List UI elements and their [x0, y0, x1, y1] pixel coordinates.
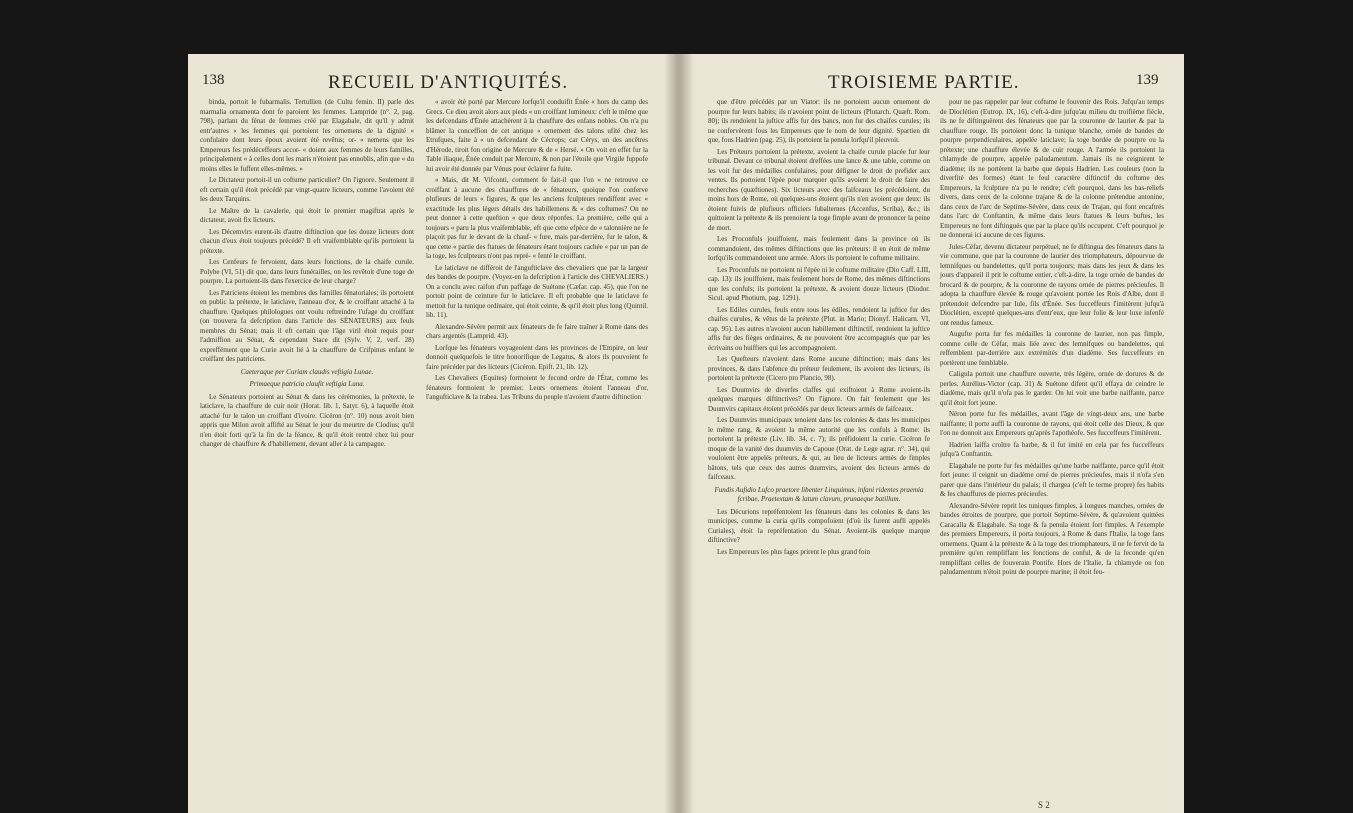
left-running-title: RECUEIL D'ANTIQUITÉS. — [328, 72, 569, 93]
right-column-2 — [940, 98, 1164, 580]
paragraph: Hadrien laiffa croître fa barbe, & il fut imité en cela par fes fucceffeurs jufqu'à Conftantin. — [940, 440, 1164, 458]
paragraph: Le Sénateurs portoient au Sénat & dans les cérémonies, la prétexte, le laticlave, la chauffure de cuir noir (Horat. lib. 1, Satyr. 6), à laquelle étoit attaché fur le talon un croiffant d'ivoire. Cicéron (n°. 10) nous avoit bien appris que Milon avoit affifté au Sénat le jour du meurtre de Clodius; qu'il n'en étoit forti qu'à la fin de la féance, & qu'il étoit rentré chez lui pour changer de chauffure & d'habillement, devant aller à la campagne. — [200, 392, 414, 448]
paragraph: Les Patriciens étoient les membres des familles fénatoriales; ils portoient en public la prétexte, le laticlave, l'anneau d'or, & le croiffant attaché à la chauffure. Quelques philologues ont voulu reftreindre l'ufage du croiffant (on trouvera fa defcription dans l'article des SÉNATEURS) aux feuls membres du Sénat; mais il eft certain que l'âge viril étoit requis pour l'admiffion au Sénat, & cependant Stace dit (Sylv. V, 2, verf. 28) expreffément que la Curie avoit lié à la chauffure de Crifpinus enfant le croiffant des patriciens. — [200, 288, 414, 363]
book-gutter — [664, 54, 694, 813]
paragraph: « avoir été porté par Mercure lorfqu'il conduifit Énée « hors du camp des Grecs. Ce dieu avoit alors aux pieds « un croiffant lumineux: c'eft le même que les defcendans d'Énée attachèrent à la chauffure des enfans nobles. On n'a pu blâmer la conceffion de cet antique « ornement des talons ufité chez les Etrufques, faite à « un defcendant de Cécrops; car Cérys, un des ancêtres d'Hérode, tiroit fon origine de Mercure & de « Hersé. » On voit en effet fur la Table iliaque, Énée conduit par Mercure, & non par l'étoile que Virgile fuppofe lui avoir été donnée par Vénus pour éclairer fa fuite. — [426, 98, 648, 173]
left-column-1 — [200, 98, 414, 452]
paragraph: Néron porte fur fes médailles, avant l'âge de vingt-deux ans, une barbe naiffante; il porte auffi la couronne de rayons, qui étoit celle des Dieux, & que l'on ne donnoit aux Empereurs qu'après l'apothéofe. Ses fucceffeurs l'imitèrent. — [940, 410, 1164, 437]
paragraph: « Mais, dit M. Vifconti, comment fe fait-il que l'on « ne retrouve ce croiffant à aucune des chauffures de « fénateurs, quoique l'on conferve plufieurs de leurs « figures, & que les anciens fculpteurs rendiffent avec « exactitude les plus légers détails des habillemens & « des coftumes? On ne peut donner à cette queftion « que deux réponfes. La première, celle qui a toujours « paru la plus vraifemblable, eft que cette efpèce de « talonnière ne fe plaçoit pas fur le devant de la chauf- « fure, mais par-derrière, fur le talon, & que cette « partie des ftatues de fénateurs étant toujours cachée « par un pan de la toge, les fculpteurs n'ont pas repré- « fenté le croiffant. — [426, 176, 648, 260]
paragraph: Le laticlave ne différoit de l'angufticlave des chevaliers que par la largeur des bandes de pourpre. (Voyez-en la defcription à l'article des CHEVALIERS.) On a conclu avec raifon d'un paffage de Suétone (Cæfar. cap. 45), que l'on ne portoit point de ceinture fur le laticlave. Il eft probable que le laticlave fe mettoit fur la tunique ordinaire, qui étoit ceinte, & qu'il étoit plus long (Quintil. lib. 11). — [426, 263, 648, 319]
right-running-title: TROISIEME PARTIE. — [828, 72, 1020, 93]
paragraph: binda, portoit le fubarmalis. Tertullien (de Cultu femin. II) parle des marmalia ornamenta dont fe paroient les femmes. Lampride (n°. 2, pag. 798), parlant du fénat de femmes créé par Elagabale, dit qu'il y admit entr'autres « les femmes qui portoient les ornemens de la dignité « confulaire dont leurs époux avoient été revêtus; or- « nemens que les Empereurs fes prédéceffeurs accor- « doient aux femmes de leurs familles, principalement « à celles dont les maris n'étoient pas ennoblis, afin que « du moins elles le fuffent elles-mêmes. » — [200, 98, 414, 173]
paragraph: Jules-Céfar, devenu dictateur perpétuel, ne fe diftingua des fénateurs dans la vie commune, que par la couronne de laurier des triomphateurs, dépourvue de lemnifques ou bandelettes, qu'il porta toujours; mais dans les jeux & dans les jours d'appareil il prit le coftume entier, c'eft-à-dire, la toge ornée de bandes de brocard & de pourpre, & la couronne de rayons ornée de pierres précieufes. Il adopta la chauffure élevée & rouge qu'avoient portée les Rois d'Albe, dont il prétendoit defcendre par Iule, fils d'Énée. Ses fucceffeurs l'imitèrent jufqu'à Dioclétien, excepté quelques-uns d'entr'eux, que leur folie & leur luxe infenfé ont rendus fameux. — [940, 242, 1164, 327]
paragraph: Elagabale ne porte fur fes médailles qu'une barbe naiffante, parce qu'il étoit fort jeune: il ceignit un diadème orné de pierres précieufes, mais il n'ofa s'en parer que dans l'intérieur du palais; il chargea (c'eft le terme propre) fes habits & fes chauffures de pierres précieufes. — [940, 461, 1164, 498]
paragraph: Les Décemvirs eurent-ils d'autre diftinction que les douze licteurs dont chacun d'eux étoit toujours précédé? Il eft vraifemblable qu'ils portoient la prétexte. — [200, 227, 414, 255]
signature-mark: S 2 — [1038, 800, 1050, 810]
paragraph: Les Cenfeurs fe fervoient, dans leurs fonctions, de la chaife curule. Polybe (VI, 51) dit que, dans leurs funérailles, on les revêtoit d'une toge de pourpre. La portoient-ils dans l'exercice de leur charge? — [200, 258, 414, 285]
paragraph: Les Proconfuls ne portoient ni l'épée ni le coftume militaire (Dio Caff. LIII, cap. 13): ils jouiffoient, mais feulement hors de Rome, des mêmes diftinctions que les confuls; ils portoient la prétexte, & avoient douze licteurs (Diodor. Sicul. apud Photium, pag. 1291). — [708, 265, 930, 302]
verse-quote: Primaeque patricia claufit veftigia Luna. — [249, 380, 365, 388]
right-column-1 — [708, 98, 930, 559]
paragraph: Le Maître de la cavalerie, qui étoit le premier magiftrat après le dictateur, avoit fix licteurs. — [200, 206, 414, 224]
paragraph: Les Chevaliers (Equites) formoient le fecond ordre de l'État, comme les fénateurs formoient le premier. Leurs ornemens étoient l'anneau d'or, l'angufticlave & la trabea. Les Tribuns du peuple n'avoient d'autre diftinction — [426, 374, 648, 401]
paragraph: Le Dictateur portoit-il un coftume particulier? On l'ignore. Seulement il eft certain qu'il étoit précédé par vingt-quatre licteurs, comme l'avoient été les deux Tarquins. — [200, 176, 414, 203]
verse-quote: Caeteraque per Curiam claudis veftigia Lunae. — [240, 367, 374, 376]
paragraph: Les Empereurs les plus fages prirent le plus grand foin — [717, 547, 870, 556]
left-column-2 — [426, 98, 648, 405]
paragraph: que d'être précédés par un Viator: ils ne portoient aucun ornement de pourpre fur leurs habits; ils n'avoient point de licteurs (Plutarch. Quæft. Rom. 80); ils rendoient la juftice affis fur des bancs, non fur des chaifes curules; ils ne confervèrent fous les Empereurs que le nom de leur dignité. Spartien dit que, fous Hadrien (pag. 25), ils portoient la penula lorfqu'il pleuvoit. — [708, 98, 930, 144]
paragraph: Alexandre-Sévère reprit les tuniques fimples, à longues manches, ornées de bandes étroites de pourpre, que portoit Septime-Sévère, & qu'avoient quittées Caracalla & Elagabale. Sa toge & fa penula étoient fort fimples. A l'exemple des premiers Empereurs, il porta toujours, à Rome & dans l'Italie, la toge fans ornemens. Quant à la prétexte & à la toge des triomphateurs, il ne fe fervit de la première qu'en rempliffant les fonctions de conful, & de la feconde qu'en rempliffant celles de fouverain Pontife. Hors de l'Italie, fa chlamyde ou fon paludamentum n'étoit point de pourpre marine; il étoit feu- — [940, 501, 1164, 576]
paragraph: Les Décurions repréfentoient les fénateurs dans les colonies & dans les municipes, comme la curia qu'ils compofoient (d'où ils furent aufli appelés Curiales), étoit la repréfentation du Sénat. Avoient-ils quelque marque diftinctive? — [708, 507, 930, 544]
paragraph: Les Quefteurs n'avoient dans Rome aucune diftinction; mais dans les provinces, & dans l'abfence du préteur feulement, ils avoient des licteurs, ils portoient la prétexte (Cicero pro Plancio, 98). — [708, 355, 930, 382]
left-page — [188, 54, 678, 813]
right-page-number: 139 — [1136, 72, 1159, 88]
paragraph: Les Duumvirs de diverfes claffes qui exiftoient à Rome avoient-ils quelques marques diftinctives? On l'ignore. On fait feulement que les Duumvirs capitaux étoient précédés par deux licteurs armés de faifceaux. — [708, 385, 930, 413]
paragraph: Alexandre-Sévère permit aux fénateurs de fe faire traîner à Rome dans des chars argentés (Lamprid. 43). — [426, 322, 648, 340]
left-page-number: 138 — [202, 72, 225, 88]
paragraph: Augufte porta fur fes médailles la couronne de laurier, non pas fimple, comme celle de Céfar, mais liée avec des lemnifques ou bandelettes, qui reffemblent par-derrière aux extrémités d'un diadème. Ses fucceffeurs en portèrent une femblable. — [940, 330, 1164, 367]
paragraph: Les Proconfuls jouiffoient, mais feulement dans la province où ils commandoient, des mêmes diftinctions que les préteurs: il en étoit de même lorfqu'ils commandoient une armée. Alors ils portoient le coftume militaire. — [708, 235, 930, 262]
paragraph: Les Préteurs portoient la prétexte, avoient la chaife curule placée fur leur tribunal. Devant ce tribunal étoient dreffées une lance & une table, comme on les voit fur des médailles confulaires, pour défigner le droit de prefider aux ventes. Ils portoient l'épée pour marquer qu'ils avoient le droit de faire des recherches (quæftiones). Six licteurs avec des faifceaux les précédoient, du moins hors de Rome, où quelques-uns étoient qu'ils n'en avoient que deux: ils étoient fuivis de plufieurs officiers fubalternes (Accenfus, Scriba), &c.; ils quittoient la prétexte & ils prenoient la toge fimple avant de prononcer la peine de mort. — [708, 147, 930, 232]
paragraph: Les Ediles curules, feuls entre tous les édiles, rendoient la juftice fur des chaifes curules, & vêtus de la prétexte (Plut. in Mario; Dionyf. Halicarn. VI, cap. 95). Les autres n'avoient aucun habillement diftinctif, rendoient la juftice affis fur des fièges ordinaires, & ne pouvoient être accompagnés que par les écrivains ou huiffiers qui les accompagnoient. — [708, 305, 930, 352]
right-page — [678, 54, 1184, 813]
paragraph: Les Duumvirs municipaux tenoient dans les colonies & dans les municipes le même rang, & avoient la même autorité que les confuls à Rome: ils portoient la prétexte (Liv. lib. 34, c. 7); ils préfidoient la curie. Cicéron fe moque de la vanité des duumvirs de Capoue (Orat. de Lege agrar. n°. 34), qui vouloient être appelés préteurs, & qui, au lieu de licteurs armés de fimples bâtons, tels que ceux des autres duumvirs, avoient des licteurs armés de faifceaux. — [708, 416, 930, 481]
verse-quote: Fundis Aufidio Lufco praetore libenter Linquimus, infani ridentes praemia fcribae, Praetextam & latum clavum, prunaeque batillum. — [714, 485, 924, 503]
paragraph: pour ne pas rappeler par leur coftume le fouvenir des Rois. Jufqu'au temps de Dioclétien (Eutrop. IX, 16), c'eft-à-dire jufqu'au milieu du troifième fiècle, ils ne fe diftinguèrent des fénateurs que par la couronne de laurier & par la chauffure rouge. Ils portoient donc la tunique blanche, ornée de bandes de pourpre perpendiculaires, appelée laticlave; la toge bordée de pourpre ou la prétexte; une chauffure élevée & de cuir rouge. A l'armée ils portoient la chlamyde de pourpre, appelée paludamentum. Jamais ils ne ceignirent le diadème; ils ne portèrent la barbe que depuis Hadrien. Les couleurs (non la diverfité des formes) étant le feul caractère diftinctif du coftume des Empereurs, la fculpture n'a pu le rendre; c'eft pourquoi, dans les bas-reliefs divers, dans ceux de la colonne trajane & de la colonne prétendue antonine, dans ceux de l'arc de Septime-Sévère, dans ceux de Trajan, qui font encaftrés dans l'arc de Conftantin, & même dans leurs ftatues & leurs buftes, les Empereurs ne font diftingués que par la place qu'ils occupent. C'eft pourquoi je ne donnerai ici aucune de ces figures. — [940, 98, 1164, 239]
paragraph: Lorfque les fénateurs voyageoient dans les provinces de l'Empire, on leur donnoit quelquefois le titre honorifique de Legatus, & alors ils pouvoient fe faire précéder par des licteurs (Cicéron. Epift. 21, lib. 12). — [426, 343, 648, 371]
paragraph: Caligula portoit une chauffure ouverte, très légère, ornée de dorures & de perles. Aurélius-Victor (cap. 31) & Suétone difent qu'il effaya de ceindre le diadème, mais qu'il n'ofa pas le garder. On lui voit une barbe naiffante, parce qu'il étoit fort jeune. — [940, 370, 1164, 407]
